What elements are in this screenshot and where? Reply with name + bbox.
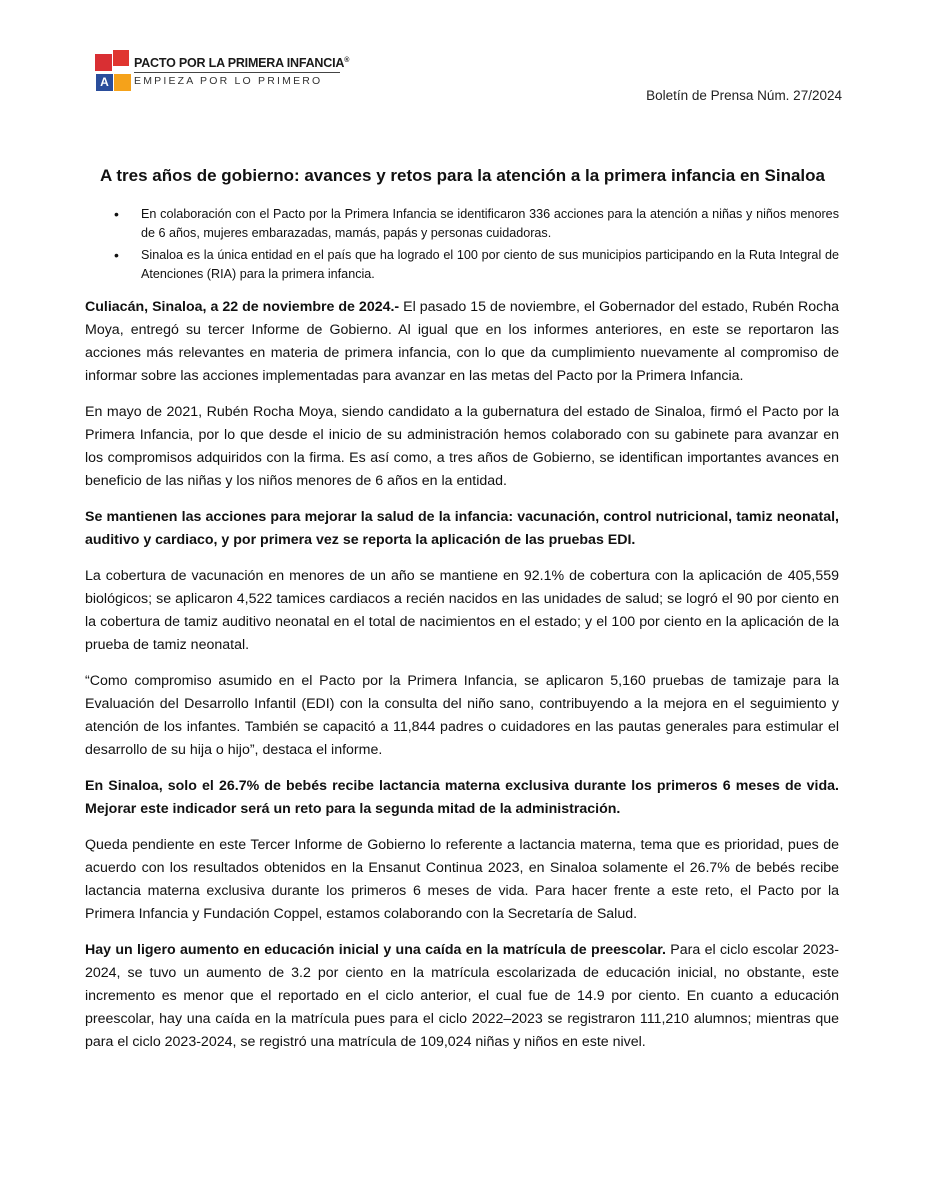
paragraph: Queda pendiente en este Tercer Informe de Gobierno lo referente a lactancia materna, tema que es prioridad, pues de acuerdo con los resultados obtenidos en la Ensanut Continua 2023, en Sinaloa solamente el 26.7% de bebés recibe lactancia materna exclusiva durante los primeros 6 meses de vida. Para hacer frente a este reto, el Pacto por la Primera Infancia y Fundación Coppel, estamos colaborando con la Secretaría de Salud. (85, 837, 839, 922)
paragraph: En mayo de 2021, Rubén Rocha Moya, siendo candidato a la gubernatura del estado de Sinaloa, firmó el Pacto por la Primera Infancia, por lo que desde el inicio de su administración hemos colaborado con su gabinete para avanzar en los compromisos adquiridos con la firma. Es así como, a tres años de Gobierno, se identifican importantes avances en beneficio de las niñas y los niños menores de 6 años en la entidad. (85, 404, 839, 489)
dateline: Culiacán, Sinaloa, a 22 de noviembre de 2024.- (85, 299, 400, 315)
page-title: A tres años de gobierno: avances y retos para la atención a la primera infancia en Sinaloa (100, 166, 825, 185)
bullet-item: • Sinaloa es la única entidad en el país que ha logrado el 100 por ciento de sus municipios participando en la Ruta Integral de Atenciones (RIA) para la primera infancia. (109, 246, 839, 283)
section-heading: En Sinaloa, solo el 26.7% de bebés recibe lactancia materna exclusiva durante los primeros 6 meses de vida. Mejorar este indicador será un reto para la segunda mitad de la administración. (85, 778, 839, 817)
paragraph-quote: “Como compromiso asumido en el Pacto por la Primera Infancia, se aplicaron 5,160 pruebas de tamizaje para la Evaluación del Desarrollo Infantil (EDI) con la consulta del niño sano, contribuyendo a la mejora en el seguimiento y atención de los infantes. También se capacitó a 11,844 padres o cuidadores en las pautas generales para estimular el desarrollo de su hija o hijo”, destaca el informe. (85, 673, 839, 758)
logo-blocks-icon (92, 50, 132, 94)
section-heading: Se mantienen las acciones para mejorar la salud de la infancia: vacunación, control nutricional, tamiz neonatal, auditivo y cardiaco, y por primera vez se reporta la aplicación de las pruebas EDI. (85, 509, 839, 548)
logo-block-heart (113, 50, 129, 66)
logo-divider (134, 72, 340, 73)
logo-block-a: A (96, 74, 113, 91)
paragraph: La cobertura de vacunación en menores de un año se mantiene en 92.1% de cobertura con la aplicación de 405,559 biológicos; se aplicaron 4,522 tamices cardiacos a recién nacidos en las unidades de salud; se logró el 90 por ciento en la cobertura de tamiz auditivo neonatal en el total de nacimientos en el estado; y el 100 por ciento en la aplicación de la prueba de tamiz neonatal. (85, 568, 839, 653)
pacto-logo (92, 50, 350, 96)
paragraph-education: Hay un ligero aumento en educación inicial y una caída en la matrícula de preescolar. Para el ciclo escolar 2023-2024, se tuvo un aumento de 3.2 por ciento en la matrícula escolarizada de educación inicial, no obstante, este incremento es menor que el reportado en el ciclo anterior, el cual fue de 14.9 por ciento. En cuanto a educación preescolar, hay una caída en la matrícula pues para el ciclo 2022–2023 se registraron 111,210 alumnos; mientras que para el ciclo 2023-2024, se registró una matrícula de 109,024 niñas y niños en este nivel. (85, 942, 840, 1050)
logo-subtitle: EMPIEZA POR LO PRIMERO (134, 75, 323, 87)
bullet-item: • En colaboración con el Pacto por la Primera Infancia se identificaron 336 acciones para la atención a niñas y niños menores de 6 años, mujeres embarazadas, mamás, papás y personas cuidadoras. (109, 205, 839, 242)
article-body (85, 296, 839, 1067)
inline-heading: Hay un ligero aumento en educación inicial y una caída en la matrícula de preescolar. (85, 942, 666, 958)
logo-title: PACTO POR LA PRIMERA INFANCIA® (134, 56, 350, 70)
bulletin-number: Boletín de Prensa Núm. 27/2024 (646, 88, 842, 103)
summary-bullets (109, 205, 839, 287)
logo-block-orange (114, 74, 131, 91)
logo-block-red (95, 54, 112, 71)
paragraph-intro: Culiacán, Sinaloa, a 22 de noviembre de 2024.- El pasado 15 de noviembre, el Gobernador del estado, Rubén Rocha Moya, entregó su tercer Informe de Gobierno. Al igual que en los informes anteriores, en este se reportaron las acciones más relevantes en materia de primera infancia, con lo que da cumplimiento nuevamente al compromiso de informar sobre las acciones implementadas para avanzar en las metas del Pacto por la Primera Infancia. (85, 299, 839, 384)
